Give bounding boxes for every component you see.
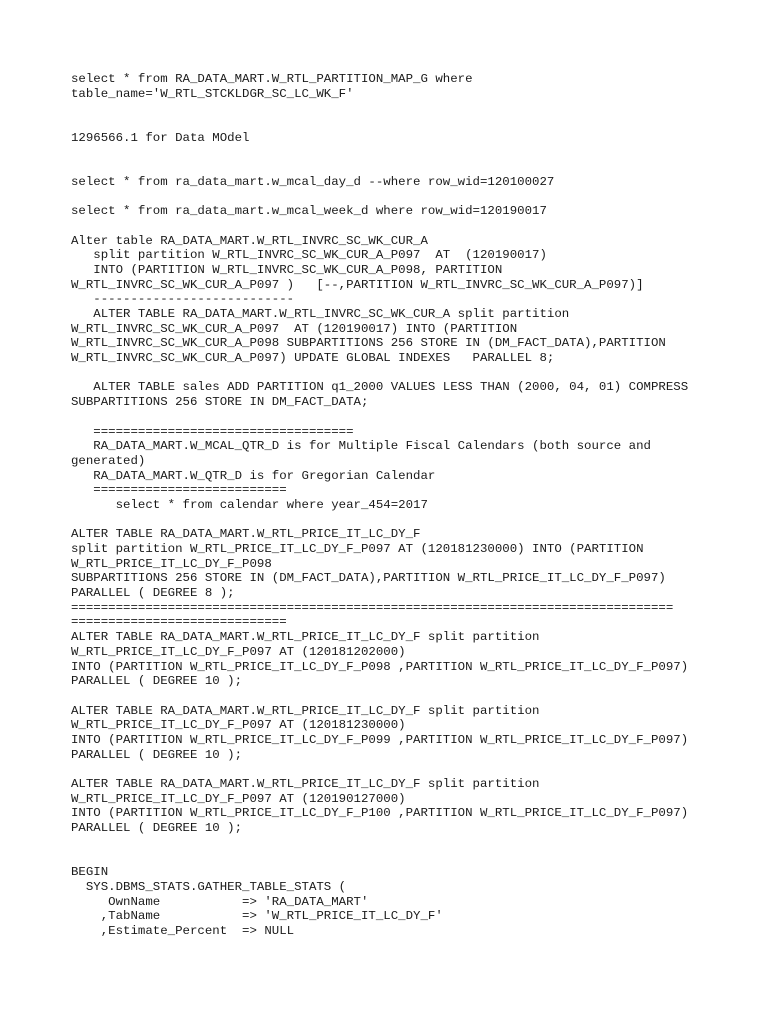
code-line — [71, 219, 751, 234]
code-line: SUBPARTITIONS 256 STORE IN (DM_FACT_DATA),PARTITION W_RTL_PRICE_IT_LC_DY_F_P097) — [71, 571, 666, 586]
code-line: W_RTL_INVRC_SC_WK_CUR_A_P098 SUBPARTITIONS 256 STORE IN (DM_FACT_DATA),PARTITION — [71, 336, 666, 351]
code-line: ,TabName => 'W_RTL_PRICE_IT_LC_DY_F' — [71, 909, 443, 924]
code-line: ALTER TABLE RA_DATA_MART.W_RTL_INVRC_SC_WK_CUR_A split partition — [71, 307, 570, 321]
code-line: PARALLEL ( DEGREE 10 ); — [71, 821, 243, 836]
code-line: PARALLEL ( DEGREE 8 ); — [71, 586, 235, 601]
code-line: ============================= — [71, 615, 287, 630]
code-line: BEGIN — [71, 865, 109, 880]
code-line: ================================================================================= — [71, 600, 674, 615]
code-line: ========================== — [71, 483, 287, 498]
code-line: INTO (PARTITION W_RTL_PRICE_IT_LC_DY_F_P099 ,PARTITION W_RTL_PRICE_IT_LC_DY_F_P097) — [71, 732, 689, 747]
code-line: W_RTL_PRICE_IT_LC_DY_F_P097 AT (120181230000) — [71, 718, 406, 733]
code-line: INTO (PARTITION W_RTL_INVRC_SC_WK_CUR_A_P098, PARTITION — [71, 262, 503, 277]
code-line: select * from RA_DATA_MART.W_RTL_PARTITION_MAP_G where — [71, 72, 473, 86]
code-line: RA_DATA_MART.W_QTR_D is for Gregorian Calendar — [71, 468, 436, 483]
code-line: SYS.DBMS_STATS.GATHER_TABLE_STATS ( — [71, 879, 347, 894]
code-line: W_RTL_PRICE_IT_LC_DY_F_P098 — [71, 556, 272, 571]
code-line: W_RTL_PRICE_IT_LC_DY_F_P097 AT (120190127000) — [71, 791, 406, 806]
code-line — [71, 160, 751, 175]
code-line — [71, 850, 751, 865]
code-line — [71, 689, 751, 704]
code-line — [71, 145, 751, 160]
code-line — [71, 410, 751, 425]
code-line — [71, 366, 751, 381]
code-line: select * from ra_data_mart.w_mcal_week_d where row_wid=120190017 — [71, 204, 547, 219]
code-line: split partition W_RTL_INVRC_SC_WK_CUR_A_P097 AT (120190017) — [71, 248, 547, 263]
document-body — [71, 72, 751, 939]
code-line: --------------------------- — [71, 292, 295, 307]
code-line: ALTER TABLE RA_DATA_MART.W_RTL_PRICE_IT_LC_DY_F split partition — [71, 703, 540, 718]
code-line: INTO (PARTITION W_RTL_PRICE_IT_LC_DY_F_P098 ,PARTITION W_RTL_PRICE_IT_LC_DY_F_P097) — [71, 659, 689, 674]
code-line: ,Estimate_Percent => NULL — [71, 923, 295, 938]
code-line: table_name='W_RTL_STCKLDGR_SC_LC_WK_F' — [71, 86, 354, 101]
code-line: PARALLEL ( DEGREE 10 ); — [71, 674, 243, 689]
code-line: SUBPARTITIONS 256 STORE IN DM_FACT_DATA; — [71, 395, 369, 410]
code-line — [71, 101, 751, 116]
code-line: OwnName => 'RA_DATA_MART' — [71, 894, 369, 909]
code-line — [71, 190, 751, 205]
code-line: PARALLEL ( DEGREE 10 ); — [71, 747, 243, 762]
code-line: generated) — [71, 453, 146, 468]
code-line: Alter table RA_DATA_MART.W_RTL_INVRC_SC_WK_CUR_A — [71, 233, 428, 248]
code-line: RA_DATA_MART.W_MCAL_QTR_D is for Multiple Fiscal Calendars (both source and — [71, 439, 651, 454]
code-line: select * from ra_data_mart.w_mcal_day_d --where row_wid=120100027 — [71, 174, 555, 189]
code-line — [71, 762, 751, 777]
code-line: W_RTL_PRICE_IT_LC_DY_F_P097 AT (120181202000) — [71, 644, 406, 659]
code-line: W_RTL_INVRC_SC_WK_CUR_A_P097) UPDATE GLOBAL INDEXES PARALLEL 8; — [71, 351, 555, 366]
code-line: split partition W_RTL_PRICE_IT_LC_DY_F_P097 AT (120181230000) INTO (PARTITION — [71, 542, 644, 556]
code-line: select * from calendar where year_454=2017 — [71, 497, 428, 512]
code-line — [71, 116, 751, 131]
code-line — [71, 513, 751, 528]
code-line: ALTER TABLE RA_DATA_MART.W_RTL_PRICE_IT_LC_DY_F — [71, 527, 421, 542]
code-line: 1296566.1 for Data MOdel — [71, 130, 250, 145]
code-line: INTO (PARTITION W_RTL_PRICE_IT_LC_DY_F_P100 ,PARTITION W_RTL_PRICE_IT_LC_DY_F_P097) — [71, 806, 689, 821]
code-line: =================================== — [71, 424, 354, 439]
code-line: ALTER TABLE sales ADD PARTITION q1_2000 VALUES LESS THAN (2000, 04, 01) COMPRESS — [71, 380, 689, 395]
code-line — [71, 836, 751, 851]
code-line: ALTER TABLE RA_DATA_MART.W_RTL_PRICE_IT_LC_DY_F split partition — [71, 777, 540, 791]
code-line: W_RTL_INVRC_SC_WK_CUR_A_P097 ) [--,PARTITION W_RTL_INVRC_SC_WK_CUR_A_P097)] — [71, 277, 644, 292]
code-line: W_RTL_INVRC_SC_WK_CUR_A_P097 AT (120190017) INTO (PARTITION — [71, 321, 518, 336]
code-line: ALTER TABLE RA_DATA_MART.W_RTL_PRICE_IT_LC_DY_F split partition — [71, 630, 540, 645]
